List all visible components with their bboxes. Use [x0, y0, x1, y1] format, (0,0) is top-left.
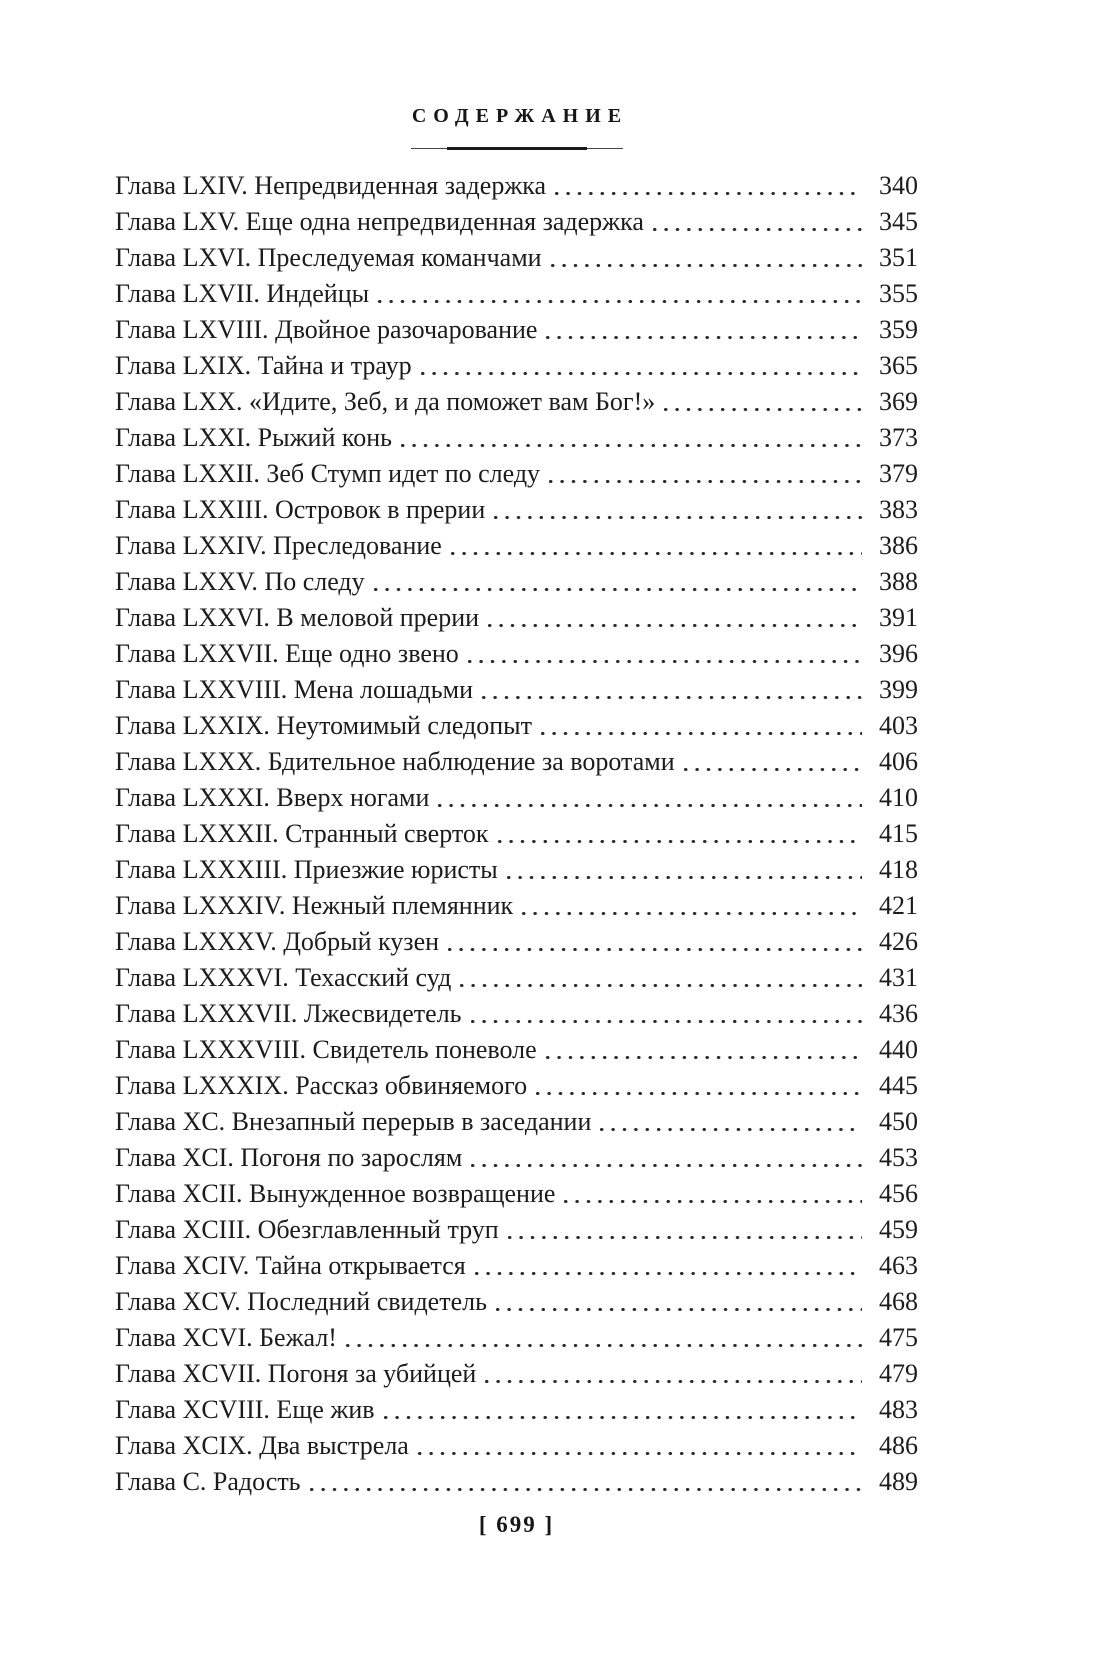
toc-entry-label: Глава LXXXI. Вверх ногами	[115, 783, 430, 812]
dot-leader	[555, 168, 862, 204]
dot-leader	[551, 240, 862, 276]
dot-leader	[564, 1176, 862, 1212]
toc-entry	[115, 1464, 918, 1500]
dot-leader	[546, 1032, 862, 1068]
toc-entry	[115, 456, 918, 492]
dot-leader	[496, 1284, 862, 1320]
toc-entry-label: Глава LXXIII. Островок в прерии	[115, 495, 486, 524]
toc-entry-page: 369	[879, 387, 918, 416]
dot-leader	[374, 564, 862, 600]
toc-entry-page: 453	[879, 1143, 918, 1172]
toc-entry-label: Глава XC. Внезапный перерыв в заседании	[115, 1107, 592, 1136]
toc-entry-page: 340	[879, 171, 918, 200]
toc-list	[115, 168, 918, 1500]
toc-entry-page: 388	[879, 567, 918, 596]
toc-entry	[115, 420, 918, 456]
toc-entry-label: Глава C. Радость	[115, 1467, 301, 1496]
toc-entry	[115, 240, 918, 276]
toc-entry	[115, 1068, 918, 1104]
toc-entry	[115, 888, 918, 924]
toc-entry-label: Глава XCVI. Бежал!	[115, 1323, 337, 1352]
dot-leader	[378, 276, 862, 312]
toc-entry	[115, 960, 918, 996]
toc-entry-page: 373	[879, 423, 918, 452]
dot-leader	[460, 960, 862, 996]
toc-entry-label: Глава LXVII. Индейцы	[115, 279, 370, 308]
dot-leader	[384, 1392, 862, 1428]
toc-entry	[115, 1248, 918, 1284]
toc-entry-page: 436	[879, 999, 918, 1028]
toc-entry-page: 459	[879, 1215, 918, 1244]
toc-entry-page: 483	[879, 1395, 918, 1424]
toc-entry	[115, 852, 918, 888]
dot-leader	[488, 600, 862, 636]
dot-leader	[485, 1356, 862, 1392]
dot-leader	[451, 528, 862, 564]
contents-title: СОДЕРЖАНИЕ	[411, 105, 629, 127]
toc-entry-label: Глава LXX. «Идите, Зеб, и да поможет вам Бог!»	[115, 387, 656, 416]
dot-leader	[401, 420, 862, 456]
toc-content	[115, 105, 918, 1540]
toc-entry-label: Глава LXXVIII. Мена лошадьми	[115, 675, 474, 704]
toc-entry-page: 418	[879, 855, 918, 884]
toc-entry-label: Глава LXXXIX. Рассказ обвиняемого	[115, 1071, 528, 1100]
toc-entry	[115, 600, 918, 636]
toc-entry-label: Глава LXXXVI. Техасский суд	[115, 963, 452, 992]
toc-entry-page: 396	[879, 639, 918, 668]
dot-leader	[494, 492, 862, 528]
toc-entry-page: 386	[879, 531, 918, 560]
toc-entry-label: Глава LXXXVIII. Свидетель поневоле	[115, 1035, 537, 1064]
toc-entry	[115, 1392, 918, 1428]
toc-entry	[115, 204, 918, 240]
toc-entry-page: 399	[879, 675, 918, 704]
toc-entry-label: Глава XCIX. Два выстрела	[115, 1431, 409, 1460]
toc-entry	[115, 1032, 918, 1068]
toc-entry	[115, 348, 918, 384]
dot-leader	[346, 1320, 862, 1356]
dot-leader	[482, 672, 862, 708]
toc-entry-page: 456	[879, 1179, 918, 1208]
toc-entry-page: 450	[879, 1107, 918, 1136]
toc-entry-label: Глава LXXX. Бдительное наблюдение за воротами	[115, 747, 675, 776]
dot-leader	[653, 204, 862, 240]
divider-ornament	[411, 146, 623, 151]
toc-entry-page: 431	[879, 963, 918, 992]
toc-entry	[115, 492, 918, 528]
toc-entry-label: Глава LXXXV. Добрый кузен	[115, 927, 440, 956]
dot-leader	[448, 924, 862, 960]
dot-leader	[498, 816, 862, 852]
toc-entry	[115, 1356, 918, 1392]
dot-leader	[664, 384, 862, 420]
dot-leader	[468, 636, 862, 672]
dot-leader	[475, 1248, 862, 1284]
toc-entry-page: 383	[879, 495, 918, 524]
toc-entry	[115, 528, 918, 564]
toc-entry	[115, 1104, 918, 1140]
toc-entry-page: 426	[879, 927, 918, 956]
dot-leader	[522, 888, 862, 924]
toc-entry	[115, 1176, 918, 1212]
dot-leader	[471, 1140, 862, 1176]
toc-entry-page: 421	[879, 891, 918, 920]
toc-entry-label: Глава XCI. Погоня по зарослям	[115, 1143, 463, 1172]
toc-entry-label: Глава XCIII. Обезглавленный труп	[115, 1215, 499, 1244]
toc-entry	[115, 1284, 918, 1320]
toc-entry	[115, 672, 918, 708]
toc-entry-page: 355	[879, 279, 918, 308]
dot-leader	[684, 744, 862, 780]
toc-entry-label: Глава LXVIII. Двойное разочарование	[115, 315, 538, 344]
toc-entry-page: 345	[879, 207, 918, 236]
toc-entry	[115, 780, 918, 816]
toc-entry-page: 415	[879, 819, 918, 848]
toc-entry	[115, 708, 918, 744]
toc-entry-page: 463	[879, 1251, 918, 1280]
toc-entry-label: Глава LXXII. Зеб Стумп идет по следу	[115, 459, 541, 488]
toc-entry-page: 351	[879, 243, 918, 272]
page-number-footer: [ 699 ]	[478, 1512, 555, 1537]
toc-entry-page: 489	[879, 1467, 918, 1496]
toc-entry-label: Глава LXVI. Преследуемая команчами	[115, 243, 542, 272]
toc-entry-label: Глава LXXXII. Странный сверток	[115, 819, 489, 848]
toc-entry-label: Глава XCVIII. Еще жив	[115, 1395, 375, 1424]
dot-leader	[546, 312, 862, 348]
toc-entry	[115, 276, 918, 312]
toc-entry-page: 359	[879, 315, 918, 344]
toc-entry	[115, 744, 918, 780]
dot-leader	[421, 348, 862, 384]
toc-entry-label: Глава LXXVII. Еще одно звено	[115, 639, 459, 668]
toc-entry-page: 379	[879, 459, 918, 488]
toc-entry-page: 410	[879, 783, 918, 812]
toc-entry-label: Глава LXXXIV. Нежный племянник	[115, 891, 514, 920]
dot-leader	[438, 780, 862, 816]
toc-entry	[115, 168, 918, 204]
toc-entry-page: 479	[879, 1359, 918, 1388]
toc-entry	[115, 1140, 918, 1176]
toc-entry-label: Глава LXXIX. Неутомимый следопыт	[115, 711, 533, 740]
toc-entry-page: 403	[879, 711, 918, 740]
toc-entry-page: 468	[879, 1287, 918, 1316]
dot-leader	[600, 1104, 862, 1140]
toc-entry	[115, 996, 918, 1032]
toc-entry-label: Глава XCII. Вынужденное возвращение	[115, 1179, 556, 1208]
toc-entry-label: Глава LXXVI. В меловой прерии	[115, 603, 480, 632]
toc-entry	[115, 1212, 918, 1248]
dot-leader	[549, 456, 862, 492]
dot-leader	[310, 1464, 862, 1500]
toc-entry-page: 365	[879, 351, 918, 380]
toc-entry	[115, 1428, 918, 1464]
toc-entry	[115, 1320, 918, 1356]
toc-entry-label: Глава LXXXVII. Лжесвидетель	[115, 999, 462, 1028]
toc-entry-page: 440	[879, 1035, 918, 1064]
toc-entry	[115, 816, 918, 852]
toc-entry-label: Глава XCV. Последний свидетель	[115, 1287, 487, 1316]
toc-entry	[115, 924, 918, 960]
toc-entry	[115, 312, 918, 348]
toc-entry	[115, 564, 918, 600]
dot-leader	[508, 1212, 862, 1248]
dot-leader	[418, 1428, 862, 1464]
toc-entry-label: Глава LXV. Еще одна непредвиденная задержка	[115, 207, 644, 236]
toc-entry-page: 406	[879, 747, 918, 776]
dot-leader	[541, 708, 862, 744]
toc-entry-label: Глава LXXIV. Преследование	[115, 531, 442, 560]
toc-entry-label: Глава LXIX. Тайна и траур	[115, 351, 412, 380]
toc-entry-label: Глава LXXI. Рыжий конь	[115, 423, 392, 452]
toc-entry	[115, 636, 918, 672]
toc-entry-page: 486	[879, 1431, 918, 1460]
toc-entry-page: 391	[879, 603, 918, 632]
toc-entry-page: 445	[879, 1071, 918, 1100]
toc-entry-label: Глава XCIV. Тайна открывается	[115, 1251, 466, 1280]
toc-entry-label: Глава LXXXIII. Приезжие юристы	[115, 855, 498, 884]
toc-entry-label: Глава XCVII. Погоня за убийцей	[115, 1359, 477, 1388]
dot-leader	[471, 996, 862, 1032]
dot-leader	[507, 852, 862, 888]
toc-entry-page: 475	[879, 1323, 918, 1352]
toc-entry-label: Глава LXXV. По следу	[115, 567, 365, 596]
toc-entry	[115, 384, 918, 420]
dot-leader	[536, 1068, 862, 1104]
toc-entry-label: Глава LXIV. Непредвиденная задержка	[115, 171, 547, 200]
